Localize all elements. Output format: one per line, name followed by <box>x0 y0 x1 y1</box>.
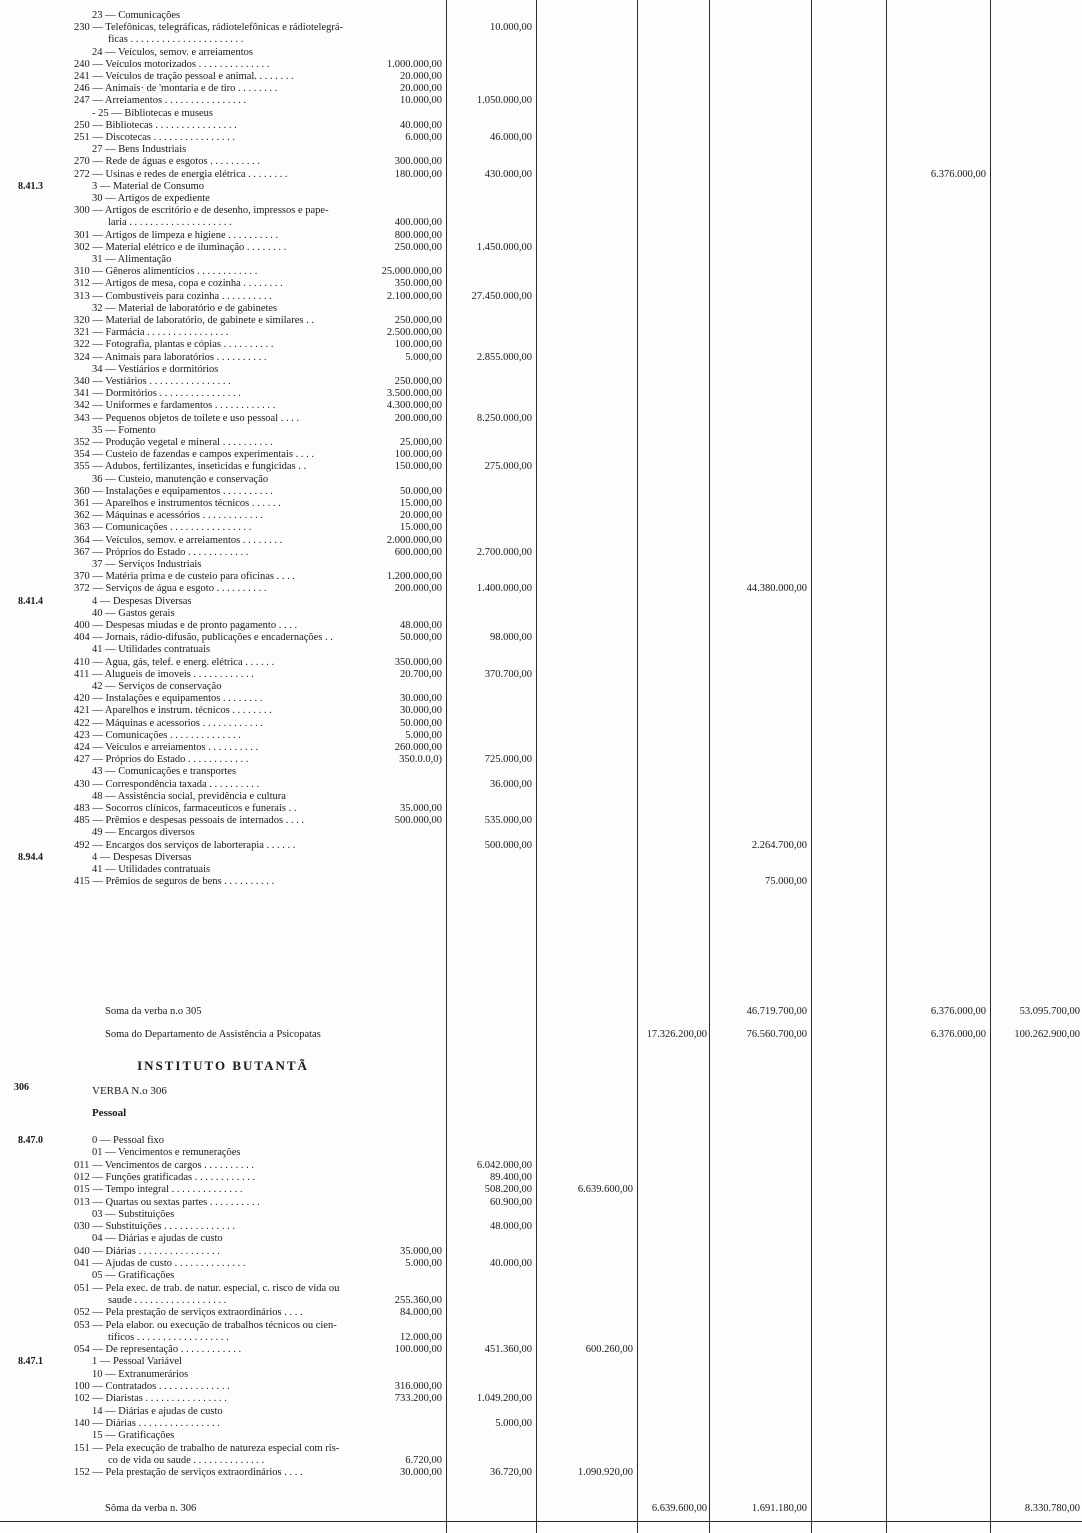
amount-c2: 1.400.000,00 <box>476 583 532 595</box>
amount-c1: 250.000,00 <box>394 315 442 326</box>
verba-number: 306 <box>14 1082 29 1093</box>
account-label: ficas . . . . . . . . . . . . . . . . . . . . . . <box>108 34 244 46</box>
amount-c2: 430.000,00 <box>484 168 532 180</box>
amount-c1: 20.000,00 <box>400 83 442 95</box>
amount-c2: 451.360,00 <box>484 1344 532 1356</box>
account-label: 300 — Artigos de escritório e de desenho, impressos e pape- <box>74 205 329 217</box>
amount-c1: 255.360,00 <box>394 1294 442 1306</box>
amount-c1: 350.000,00 <box>394 656 442 668</box>
amount-c3: 600.260,00 <box>585 1344 633 1356</box>
amount-c1: 350.000,00 <box>394 278 442 290</box>
account-label: 361 — Aparelhos e instrumentos técnicos . . . . . . <box>74 498 281 509</box>
account-label: co de vida ou saude . . . . . . . . . . . . . . <box>108 1454 265 1466</box>
amount-c2: 6.042.000,00 <box>476 1159 532 1171</box>
amount-c1: 5.000,00 <box>405 1258 442 1269</box>
soma-verba-306-c8: 8.330.780,00 <box>1024 1503 1080 1514</box>
account-label: 420 — Instalações e equipamentos . . . . . . . . <box>74 693 263 705</box>
column-rule-6 <box>886 0 887 1533</box>
amount-c1: 25.000,00 <box>400 437 442 448</box>
amount-c1: 35.000,00 <box>400 803 442 814</box>
column-rule-5 <box>811 0 812 1533</box>
account-label: 054 — De representação . . . . . . . . . . . . <box>74 1344 242 1356</box>
account-label: 040 — Diárias . . . . . . . . . . . . . . . . <box>74 1245 220 1257</box>
soma-departamento-label: Soma do Departamento de Assistência a Psicopatas <box>105 1029 321 1040</box>
account-label: 34 — Vestiários e dormitórios <box>92 363 219 375</box>
amount-c1: 84.000,00 <box>400 1307 442 1319</box>
amount-c1: 5.000,00 <box>405 351 442 363</box>
soma-departamento-c4: 17.326.200,00 <box>646 1029 707 1040</box>
account-label: 1 — Pessoal Variável <box>92 1356 182 1368</box>
amount-c1: 500.000,00 <box>394 815 442 827</box>
soma-verba-305-c8: 53.095.700,00 <box>1019 1006 1080 1017</box>
account-label: 360 — Instalações e equipamentos . . . . . . . . . . <box>74 485 273 497</box>
account-label: 310 — Gêneros alimentícios . . . . . . . . . . . . <box>74 266 258 278</box>
account-label: 32 — Material de laboratório e de gabinetes <box>92 302 278 314</box>
amount-c1: 2.100.000,00 <box>386 290 442 302</box>
amount-c1: 25.000.000,00 <box>381 266 442 278</box>
amount-c3: 1.090.920,00 <box>577 1467 633 1479</box>
amount-c2: 508.200,00 <box>484 1184 532 1196</box>
pessoal-heading: Pessoal <box>92 1107 127 1119</box>
account-label: 05 — Gratificações <box>92 1270 175 1282</box>
account-label: 485 — Prêmios e despesas pessoais de internados . . . . <box>74 815 305 827</box>
account-label: laria . . . . . . . . . . . . . . . . . . . . <box>108 217 232 229</box>
account-label: 240 — Veículos motorizados . . . . . . . . . . . . . . <box>74 58 270 70</box>
amount-c1: 2.500.000,00 <box>386 327 442 339</box>
amount-c2: 370.700,00 <box>484 668 532 680</box>
account-label: 48 — Assistência social, previdência e cultura <box>92 790 286 802</box>
soma-departamento-c5: 76.560.700,00 <box>746 1029 807 1040</box>
amount-c1: 100.000,00 <box>394 339 442 351</box>
amount-c2: 36.000,00 <box>490 778 532 790</box>
amount-c1: 20.000,00 <box>400 510 442 522</box>
account-label: - 25 — Bibliotecas e museus <box>92 107 214 119</box>
account-label: 423 — Comunicações . . . . . . . . . . . . . . <box>74 729 241 741</box>
amount-c1: 250.000,00 <box>394 241 442 253</box>
account-label: 041 — Ajudas de custo . . . . . . . . . . . . . . <box>74 1258 246 1269</box>
account-label: 30 — Artigos de expediente <box>92 193 210 204</box>
column-rule-2 <box>536 0 537 1533</box>
amount-c1: 400.000,00 <box>394 217 442 229</box>
account-label: 152 — Pela prestação de serviços extraordinários . . . . <box>74 1467 303 1479</box>
column-rule-4 <box>709 0 710 1533</box>
account-label: 030 — Substituições . . . . . . . . . . . . . . <box>74 1221 236 1233</box>
account-label: 41 — Utilidades contratuais <box>92 864 211 875</box>
account-code: 8.94.4 <box>18 851 43 863</box>
column-rule-7 <box>990 0 991 1533</box>
account-label: 372 — Serviços de água e esgoto . . . . . . . . . . <box>74 583 267 595</box>
amount-c1: 6.720,00 <box>405 1454 442 1466</box>
account-label: 367 — Próprios do Estado . . . . . . . . . . . . <box>74 546 249 558</box>
account-label: 4 — Despesas Diversas <box>92 851 192 863</box>
amount-c2: 725.000,00 <box>484 754 532 766</box>
account-label: 27 — Bens Industriais <box>92 144 187 156</box>
account-label: 324 — Animais para laboratórios . . . . . . . . . . <box>74 351 267 363</box>
soma-verba-305-label: Soma da verba n.o 305 <box>105 1006 202 1017</box>
account-label: 100 — Contratados . . . . . . . . . . . . . . <box>74 1381 230 1392</box>
account-label: 015 — Tempo integral . . . . . . . . . . . . . . <box>74 1184 243 1196</box>
account-code: 8.41.4 <box>18 595 43 607</box>
amount-c1: 40.000,00 <box>400 119 442 131</box>
amount-c5: 2.264.700,00 <box>751 839 807 851</box>
account-label: 36 — Custeio, manutenção e conservação <box>92 473 269 485</box>
account-label: 012 — Funções gratificadas . . . . . . . . . . . . <box>74 1171 256 1183</box>
amount-c1: 5.000,00 <box>405 729 442 741</box>
account-label: 427 — Próprios do Estado . . . . . . . . . . . . <box>74 754 249 766</box>
amount-c2: 36.720,00 <box>490 1467 532 1479</box>
amount-c1: 300.000,00 <box>394 156 442 168</box>
amount-c1: 3.500.000,00 <box>386 388 442 400</box>
amount-c1: 180.000,00 <box>394 168 442 180</box>
account-label: 400 — Despesas miudas e de pronto pagamento . . . . <box>74 620 298 631</box>
verba-label: VERBA N.o 306 <box>92 1085 167 1097</box>
amount-c2: 10.000,00 <box>490 22 532 34</box>
account-label: 43 — Comunicações e transportes <box>92 766 237 778</box>
account-label: tíficos . . . . . . . . . . . . . . . . . . <box>108 1331 229 1343</box>
account-label: 272 — Usinas e redes de energia elétrica . . . . . . . . <box>74 168 288 180</box>
account-label: 013 — Quartas ou sextas partes . . . . . . . . . . <box>74 1196 260 1208</box>
amount-c1: 30.000,00 <box>400 693 442 705</box>
amount-c1: 200.000,00 <box>394 412 442 424</box>
account-label: 0 — Pessoal fixo <box>92 1135 165 1146</box>
account-label: 14 — Diárias e ajudas de custo <box>92 1405 223 1417</box>
amount-c1: 20.000,00 <box>400 71 442 82</box>
account-label: 320 — Material de laboratório, de gabinete e similares . . <box>74 315 314 326</box>
amount-c2: 89.400,00 <box>490 1171 532 1183</box>
amount-c1: 30.000,00 <box>400 705 442 717</box>
account-label: 151 — Pela execução de trabalho de natureza especial com ris- <box>74 1442 340 1454</box>
amount-c3: 6.639.600,00 <box>577 1184 633 1196</box>
account-label: 352 — Produção vegetal e mineral . . . . . . . . . . <box>74 437 273 448</box>
account-label: 230 — Telefônicas, telegráficas, rádiotelefônicas e rádiotelegrá- <box>74 22 344 34</box>
account-label: 4 — Despesas Diversas <box>92 595 192 607</box>
amount-c1: 10.000,00 <box>400 95 442 107</box>
amount-c2: 1.450.000,00 <box>476 241 532 253</box>
amount-c1: 316.000,00 <box>394 1381 442 1392</box>
account-label: 343 — Pequenos objetos de toilete e uso pessoal . . . . <box>74 412 300 424</box>
institute-title: INSTITUTO BUTANTÃ <box>137 1058 309 1073</box>
amount-c2: 1.049.200,00 <box>476 1393 532 1405</box>
account-label: 483 — Socorros clínicos, farmaceuticos e funerais . . <box>74 803 297 814</box>
account-label: 421 — Aparelhos e instrum. técnicos . . . . . . . . <box>74 705 272 717</box>
amount-c5: 75.000,00 <box>765 876 807 888</box>
soma-verba-306-c4: 6.639.600,00 <box>651 1503 707 1514</box>
soma-departamento-c8: 100.262.900,00 <box>1014 1029 1080 1040</box>
account-label: 313 — Combustíveis para cozinha . . . . . . . . . . <box>74 290 272 302</box>
account-label: 363 — Comunicações . . . . . . . . . . . . . . . . <box>74 522 252 534</box>
soma-verba-305-c5: 46.719.700,00 <box>746 1006 807 1017</box>
account-label: 342 — Uniformes e fardamentos . . . . . . . . . . . . <box>74 400 276 412</box>
account-label: 424 — Veículos e arreiamentos . . . . . . . . . . <box>74 742 259 753</box>
account-label: 246 — Animais· de 'montaria e de tiro . . . . . . . . <box>74 83 278 95</box>
amount-c2: 535.000,00 <box>484 815 532 827</box>
column-rule-1 <box>446 0 447 1533</box>
account-code: 8.47.0 <box>18 1135 43 1146</box>
amount-c1: 20.700,00 <box>400 668 442 680</box>
amount-c1: 50.000,00 <box>400 632 442 644</box>
amount-c2: 275.000,00 <box>484 461 532 473</box>
amount-c1: 6.000,00 <box>405 132 442 143</box>
account-label: 23 — Comunicações <box>92 10 181 21</box>
amount-c2: 27.450.000,00 <box>471 290 532 302</box>
account-label: 341 — Dormitórios . . . . . . . . . . . . . . . . <box>74 388 241 400</box>
account-label: 31 — Alimentação <box>92 254 172 265</box>
amount-c2: 98.000,00 <box>490 632 532 644</box>
account-label: 102 — Diaristas . . . . . . . . . . . . . . . . <box>74 1393 227 1405</box>
account-code: 8.41.3 <box>18 180 43 192</box>
amount-c1: 12.000,00 <box>400 1331 442 1343</box>
account-label: 01 — Vencimentos e remunerações <box>92 1147 241 1159</box>
account-label: 140 — Diárias . . . . . . . . . . . . . . . . <box>74 1417 220 1429</box>
amount-c2: 46.000,00 <box>490 132 532 143</box>
account-label: 354 — Custeio de fazendas e campos experimentais . . . . <box>74 449 314 461</box>
account-label: 10 — Extranumerários <box>92 1368 189 1380</box>
account-label: 422 — Máquinas e acessorios . . . . . . . . . . . . <box>74 717 263 729</box>
account-label: 15 — Gratificações <box>92 1430 175 1442</box>
amount-c2: 60.900,00 <box>490 1196 532 1208</box>
amount-c1: 150.000,00 <box>394 461 442 473</box>
account-label: 370 — Matéria prima e de custeio para oficinas . . . . <box>74 571 296 583</box>
soma-verba-306-c5: 1.691.180,00 <box>751 1503 807 1514</box>
amount-c2: 8.250.000,00 <box>476 412 532 424</box>
account-label: 011 — Vencimentos de cargos . . . . . . . . . . <box>74 1159 255 1171</box>
amount-c2: 500.000,00 <box>484 839 532 851</box>
amount-c1: 1.000.000,00 <box>386 58 442 70</box>
amount-c1: 30.000,00 <box>400 1467 442 1479</box>
amount-c2: 1.050.000,00 <box>476 95 532 107</box>
amount-c1: 48.000,00 <box>400 620 442 631</box>
amount-c1: 350.0.0,0) <box>399 754 442 766</box>
account-label: 404 — Jornais, rádio-difusão, publicações e encadernações . . <box>74 632 333 644</box>
account-label: 35 — Fomento <box>92 424 156 436</box>
amount-c7: 6.376.000,00 <box>930 168 986 180</box>
amount-c1: 4.300.000,00 <box>386 400 442 412</box>
amount-c1: 1.200.000,00 <box>386 571 442 583</box>
amount-c5: 44.380.000,00 <box>746 583 807 595</box>
account-label: 411 — Alugueis de imoveis . . . . . . . . . . . . <box>74 668 254 680</box>
amount-c1: 100.000,00 <box>394 449 442 461</box>
account-label: 40 — Gastos gerais <box>92 607 175 619</box>
account-label: 37 — Serviços Industriais <box>92 559 202 570</box>
account-label: 051 — Pela exec. de trab. de natur. especial, c. risco de vida ou <box>74 1282 340 1294</box>
column-rule-3 <box>637 0 638 1533</box>
account-label: 04 — Diárias e ajudas de custo <box>92 1233 223 1245</box>
account-code: 8.47.1 <box>18 1356 43 1368</box>
account-label: 362 — Máquinas e acessórios . . . . . . . . . . . . <box>74 510 263 522</box>
account-label: 322 — Fotografia, plantas e cópias . . . . . . . . . . <box>74 339 274 351</box>
account-label: 3 — Material de Consumo <box>92 180 204 192</box>
account-label: 355 — Adubos, fertilizantes, inseticidas e fungicidas . . <box>74 461 307 473</box>
account-label: 415 — Prêmios de seguros de bens . . . . . . . . . . <box>74 876 275 888</box>
amount-c1: 15.000,00 <box>400 498 442 509</box>
amount-c2: 40.000,00 <box>490 1258 532 1269</box>
amount-c2: 2.855.000,00 <box>476 351 532 363</box>
account-label: 247 — Arreiamentos . . . . . . . . . . . . . . . . <box>74 95 247 107</box>
account-label: 49 — Encargos diversos <box>92 827 195 839</box>
amount-c1: 260.000,00 <box>394 742 442 753</box>
amount-c1: 600.000,00 <box>394 546 442 558</box>
account-label: 410 — Agua, gás, telef. e energ. elétrica . . . . . . <box>74 656 275 668</box>
account-label: 270 — Rede de águas e esgotos . . . . . . . . . . <box>74 156 261 168</box>
amount-c2: 48.000,00 <box>490 1221 532 1233</box>
soma-verba-305-c7: 6.376.000,00 <box>930 1006 986 1017</box>
amount-c1: 100.000,00 <box>394 1344 442 1356</box>
soma-verba-306-label: Sôma da verba n. 306 <box>105 1503 197 1514</box>
account-label: 053 — Pela elabor. ou execução de trabalhos técnicos ou cien- <box>74 1319 337 1331</box>
amount-c1: 15.000,00 <box>400 522 442 534</box>
bottom-rule <box>0 1521 1082 1522</box>
account-label: 302 — Material elétrico e de iluminação . . . . . . . . <box>74 241 287 253</box>
account-label: 251 — Discotecas . . . . . . . . . . . . . . . . <box>74 132 235 143</box>
amount-c1: 733.200,00 <box>394 1393 442 1405</box>
amount-c1: 200.000,00 <box>394 583 442 595</box>
account-label: 492 — Encargos dos serviços de laborterapia . . . . . . <box>74 839 296 851</box>
account-label: 430 — Correspondência taxada . . . . . . . . . . <box>74 778 260 790</box>
account-label: 052 — Pela prestação de serviços extraordinários . . . . <box>74 1307 303 1319</box>
amount-c1: 800.000,00 <box>394 229 442 241</box>
account-label: 301 — Artigos de limpeza e higiene . . . . . . . . . . <box>74 229 279 241</box>
account-label: 42 — Serviços de conservação <box>92 681 222 692</box>
account-label: 340 — Vestiários . . . . . . . . . . . . . . . . <box>74 376 231 387</box>
account-label: saude . . . . . . . . . . . . . . . . . . <box>108 1294 227 1306</box>
account-label: 41 — Utilidades contratuais <box>92 644 211 656</box>
amount-c1: 2.000.000,00 <box>386 534 442 546</box>
account-label: 24 — Veículos, semov. e arreiamentos <box>92 46 253 58</box>
account-label: 241 — Veículos de tração pessoal e animal. . . . . . . . <box>74 71 294 82</box>
amount-c2: 2.700.000,00 <box>476 546 532 558</box>
amount-c1: 35.000,00 <box>400 1245 442 1257</box>
account-label: 250 — Bibliotecas . . . . . . . . . . . . . . . . <box>74 119 237 131</box>
amount-c1: 50.000,00 <box>400 717 442 729</box>
account-label: 321 — Farmácia . . . . . . . . . . . . . . . . <box>74 327 229 339</box>
account-label: 312 — Artigos de mesa, copa e cozinha . . . . . . . . <box>74 278 283 290</box>
account-label: 364 — Veículos, semov. e arreiamentos . . . . . . . . <box>74 534 283 546</box>
account-label: 03 — Substituições <box>92 1208 175 1220</box>
amount-c1: 50.000,00 <box>400 485 442 497</box>
soma-departamento-c7: 6.376.000,00 <box>930 1029 986 1040</box>
amount-c2: 5.000,00 <box>495 1417 532 1429</box>
amount-c1: 250.000,00 <box>394 376 442 387</box>
